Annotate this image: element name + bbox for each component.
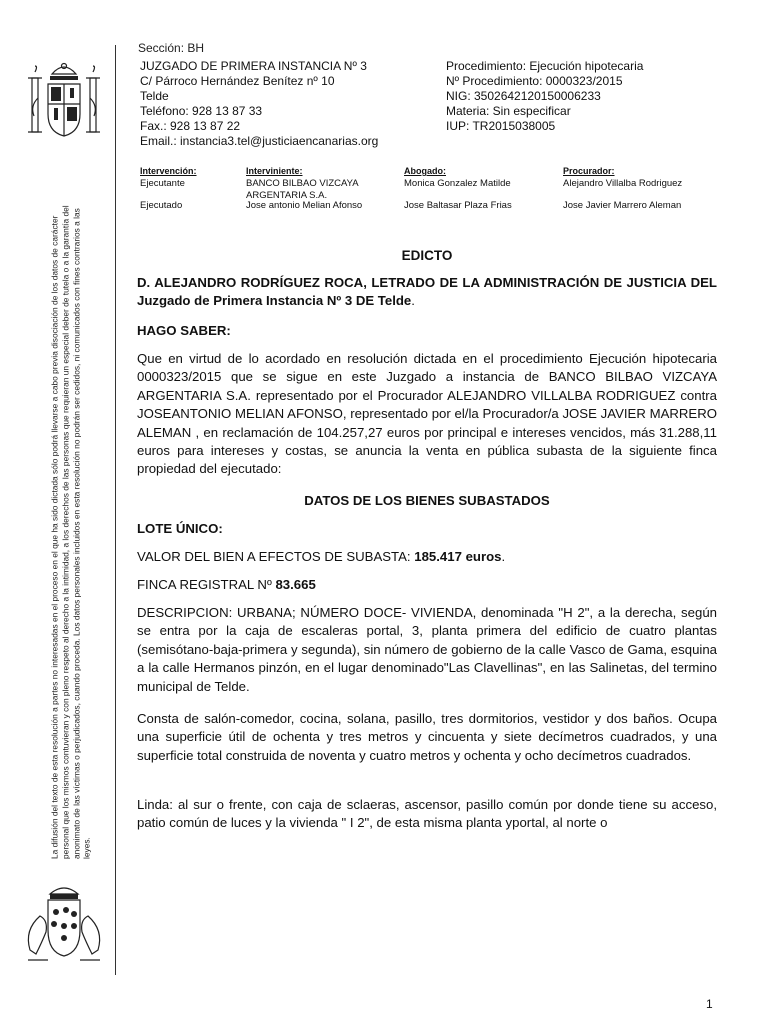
canarias-coat-of-arms-icon (20, 880, 108, 972)
procedure-number: Nº Procedimiento: 0000323/2015 (446, 74, 623, 88)
party-procurador: Jose Javier Marrero Aleman (563, 200, 682, 211)
resolution-paragraph: Que en virtud de lo acordado en resolución dictada en el procedimiento Ejecución hipotecaria 0000323/2015 que se sigue en este Juzgado a instancia de BANCO BILBAO VIZCAYA ARGENTARIA S.A. representado por el Procurador ALEJANDRO VILLALBA RODRIGUEZ contra JOSEANTONIO MELIAN AFONSO, representado por el/la Procurador/a JOSE JAVIER MARRERO ALEMAN , en reclamación de 104.257,27 euros por principal e intereses vencidos, más 31.288,11 euros para intereses y costas, se anuncia la venta en pública subasta de la siguiente finca propiedad del ejecutado: (137, 351, 717, 477)
header-procurador: Procurador: (563, 166, 615, 176)
valor-line (137, 548, 717, 566)
data-protection-side-note: La difusión del texto de esta resolución a partes no interesadas en el proceso en el que ha sido dictada sólo podrá llevarse a cabo previa disociación de los datos de carácter personal que los mismos contuvieran y con pleno respeto al derecho a la intimidad, a los derechos de las personas que requieran un especial deber de tutela o a la garantía del anonimato de las víctimas o perjudicados, cuando proceda. Los datos personales incluidos en esta resolución no podrán ser cedidos, ni comunicados con fines contrarios a las leyes. (49, 205, 92, 859)
party-lawyer: Monica Gonzalez Matilde (404, 178, 511, 189)
court-address: C/ Párroco Hernández Benítez nº 10 (140, 74, 335, 88)
court-city: Telde (140, 89, 169, 103)
procedure-info (446, 59, 746, 134)
party-lawyer: Jose Baltasar Plaza Frias (404, 200, 512, 211)
parties-table (140, 166, 730, 212)
valor-amount: 185.417 euros (414, 549, 502, 564)
court-phone: Teléfono: 928 13 87 33 (140, 104, 263, 118)
edicto-title: EDICTO (401, 248, 453, 263)
party-role: Ejecutante (140, 178, 185, 189)
seccion-label: Sección: BH (138, 41, 205, 55)
finca-number: 83.665 (275, 577, 316, 592)
header-abogado: Abogado: (404, 166, 446, 176)
court-fax: Fax.: 928 13 87 22 (140, 119, 241, 133)
valor-tail: . (501, 549, 506, 564)
party-name: BANCO BILBAO VIZCAYA ARGENTARIA S.A. (246, 178, 359, 201)
side-note-container (40, 190, 102, 862)
page-number: 1 (706, 997, 713, 1011)
header-intervencion: Intervención: (140, 166, 197, 176)
party-procurador: Alejandro Villalba Rodriguez (563, 178, 683, 189)
linda-paragraph: Linda: al sur o frente, con caja de sclaeras, ascensor, pasillo común por donde tiene su acceso, patio común de luces y la vivienda " I 2", de esta misma planta yportal, al norte o (137, 797, 717, 831)
margin-rule (115, 45, 116, 975)
descripcion-paragraph: DESCRIPCION: URBANA; NÚMERO DOCE- VIVIENDA, denominada "H 2", a la derecha, según se entra por la caja de escaleras portal, 3, planta primera del edificio de cuatro plantas (semisótano-baja-primera y segunda), sin número de gobierno de la calle Vasco de Gama, esquina a la calle Hermanos pinzón, en el lugar denominado"Las Clavellinas", en las Salinetas, del termino municipal de Telde. (137, 605, 717, 694)
finca-line (137, 576, 717, 594)
datos-bienes-heading: DATOS DE LOS BIENES SUBASTADOS (304, 493, 550, 508)
finca-label: FINCA REGISTRAL Nº (137, 577, 276, 592)
hago-saber-heading: HAGO SABER: (137, 323, 231, 338)
procedure-type: Procedimiento: Ejecución hipotecaria (446, 59, 644, 73)
party-role: Ejecutado (140, 200, 183, 211)
parties-row (140, 178, 730, 200)
parties-row (140, 200, 730, 212)
court-email: Email.: instancia3.tel@justiciaencanarias.org (140, 134, 379, 148)
procedure-nig: NIG: 3502642120150006233 (446, 89, 601, 103)
valor-label: VALOR DEL BIEN A EFECTOS DE SUBASTA: (137, 549, 415, 564)
party-name: Jose antonio Melian Afonso (246, 200, 363, 211)
court-name: JUZGADO DE PRIMERA INSTANCIA Nº 3 (140, 59, 367, 73)
court-info (140, 59, 440, 149)
letrado-paragraph (137, 274, 717, 311)
spain-coat-of-arms-icon (18, 58, 110, 150)
consta-paragraph: Consta de salón-comedor, cocina, solana, pasillo, tres dormitorios, vestidor y dos baños. Ocupa una superficie útil de ochenta y tres metros y cincuenta y siete decímetros cuadrados, y una superficie total construida de noventa y cuatro metros y ochenta y ocho decímetros cuadrados. (137, 711, 717, 763)
lote-heading: LOTE ÚNICO: (137, 521, 223, 536)
letrado-tail: . (411, 293, 415, 309)
procedure-iup: IUP: TR2015038005 (446, 119, 556, 133)
header-interviniente: Interviniente: (246, 166, 303, 176)
letrado-name: D. ALEJANDRO RODRÍGUEZ ROCA, LETRADO DE LA ADMINISTRACIÓN DE JUSTICIA DEL Juzgado de Primera Instancia Nº 3 DE Telde (137, 275, 717, 309)
parties-header-row (140, 166, 730, 178)
procedure-materia: Materia: Sin especificar (446, 104, 571, 118)
